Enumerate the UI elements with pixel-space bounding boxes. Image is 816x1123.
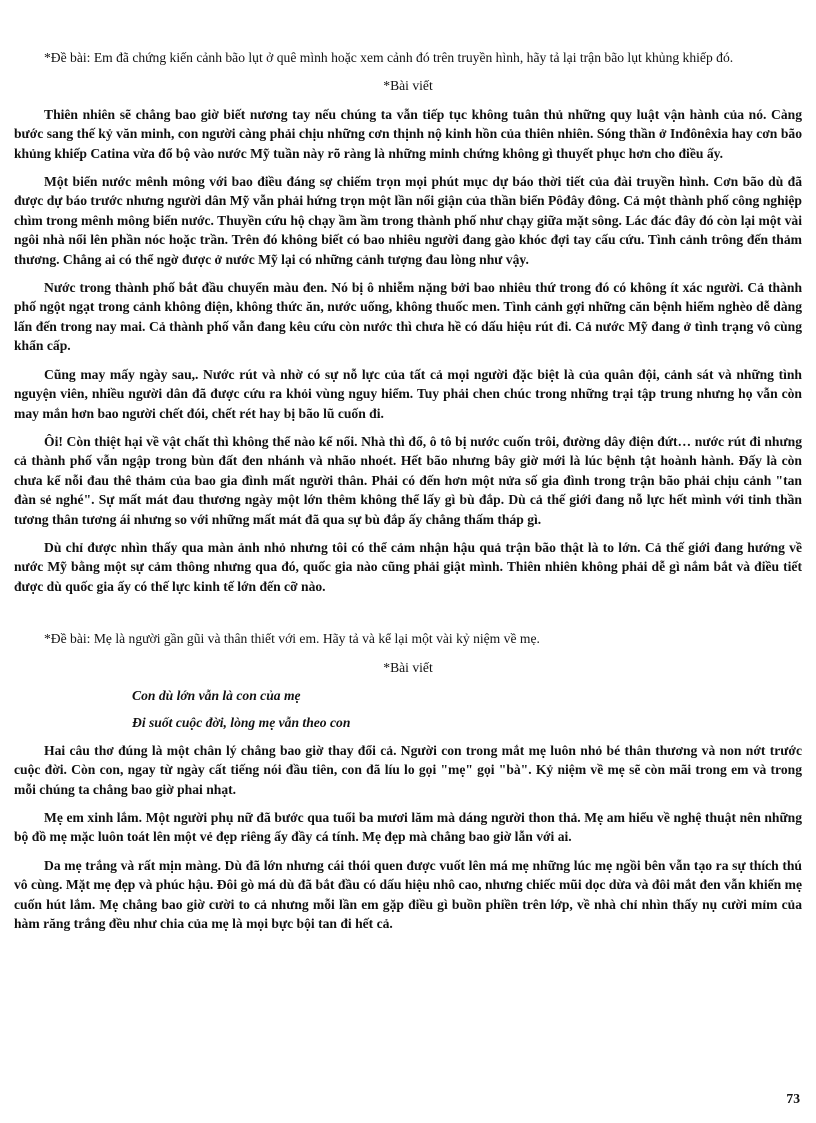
essay1-paragraph: Ôi! Còn thiệt hại về vật chất thì không thể nào kể nổi. Nhà thì đổ, ô tô bị nước cuốn trôi, đường dây điện đứt… nước rút đi nhưng cả thành phố vẫn ngập trong bùn đất đen nhánh và nhão nhoét. Hết bão nhưng bây giờ mới là lúc bệnh tật hoành hành. Đấy là còn chưa kể nỗi đau thê thảm của bao gia đình mất người thân. Phải có đến hơn một nửa số gia đình trong trận bão phải chịu cảnh "tan đàn sẻ nghé". Sự mất mát đau thương ngày một lớn thêm không thể lấy gì bù đắp. Dù cả thế giới đang nỗ lực hết mình với tinh thần tương thân tương ái nhưng so với những mất mát đã qua sự bù đắp ấy chẳng thấm tháp gì.: [14, 433, 802, 527]
poem-line: Con dù lớn vẫn là con của mẹ: [132, 687, 301, 703]
essay1-paragraph: Nước trong thành phố bắt đầu chuyển màu đen. Nó bị ô nhiễm nặng bởi bao nhiêu thứ trong đó có không ít xác người. Cả thành phố ngột ngạt trong cảnh không điện, không thức ăn, nước uống, không thuốc men. Tình cảnh gợi những căn bệnh hiểm nghèo dễ dàng lấn đến trong nay mai. Cả thành phố vẫn đang kêu cứu còn nước thì chưa hề có dấu hiệu rút đi. Cả nước Mỹ đang ở tình trạng vô cùng khẩn cấp.: [14, 280, 802, 354]
document-page: [14, 48, 802, 942]
essay-heading-1: *Bài viết: [383, 78, 433, 94]
essay2-paragraph: Hai câu thơ đúng là một chân lý chẳng bao giờ thay đổi cả. Người con trong mắt mẹ luôn nhỏ bé thân thương và non nớt trước cuộc đời. Còn con, ngay từ ngày cất tiếng nói đầu tiên, con đã líu lo gọi "mẹ" gọi "bà". Kỷ niệm về mẹ sẽ còn mãi trong em và trong mỗi chúng ta chẳng bao giờ phai nhạt.: [14, 742, 802, 797]
essay1-paragraph: Thiên nhiên sẽ chẳng bao giờ biết nương tay nếu chúng ta vẫn tiếp tục không tuân thủ những quy luật vận hành của nó. Càng bước sang thế kỷ văn minh, con người càng phải chịu những cơn thịnh nộ kinh hồn của thiên nhiên. Sóng thần ở Inđônêxia hay cơn bão khủng khiếp Catina vừa đổ bộ vào nước Mỹ tuần này rõ ràng là những minh chứng không gì thuyết phục hơn cho điều ấy.: [14, 106, 802, 161]
section-spacer: [14, 605, 802, 629]
essay-heading-2: *Bài viết: [383, 659, 433, 675]
essay2-paragraph: Mẹ em xinh lắm. Một người phụ nữ đã bước qua tuổi ba mươi lăm mà dáng người thon thả. Mẹ am hiểu về nghệ thuật nên những bộ đồ mẹ mặc luôn toát lên một vẻ đẹp riêng ấy đầy cá tính. Mẹ đẹp mà chẳng bao giờ lẫn với ai.: [14, 810, 802, 845]
essay-prompt-1: *Đề bài: Em đã chứng kiến cảnh bão lụt ở quê mình hoặc xem cảnh đó trên truyền hình, hãy tả lại trận bão lụt khủng khiếp đó.: [44, 50, 734, 65]
essay2-paragraph: Da mẹ trắng và rất mịn màng. Dù đã lớn nhưng cái thói quen được vuốt lên má mẹ những lúc mẹ ngồi bên vẫn tạo ra sự thích thú vô cùng. Mặt mẹ đẹp và phúc hậu. Đôi gò má dù đã bắt đầu có dấu hiệu nhô cao, nhưng chiếc mũi dọc dừa và đôi mắt đen vẫn khiến mẹ cuốn hút lắm. Mẹ chẳng bao giờ cười to cả nhưng mỗi lần em gặp điều gì buồn phiền trên lớp, về nhà chỉ nhìn thấy nụ cười mỉm của hàm răng trắng đều như chia của mẹ là mọi bực bội tan đi hết cả.: [14, 857, 802, 932]
poem-line: Đi suốt cuộc đời, lòng mẹ vẫn theo con: [132, 715, 351, 731]
essay1-paragraph: Cũng may mấy ngày sau,. Nước rút và nhờ có sự nỗ lực của tất cả mọi người đặc biệt là của quân đội, cảnh sát và những tình nguyện viên, nhiều người dân đã được cứu ra khỏi vùng nguy hiểm. Tuy phải chen chúc trong những trại tập trung nhưng họ vẫn còn may mắn hơn bao người chết đói, chết rét hay bị bão lũ cuốn đi.: [14, 366, 802, 421]
essay1-paragraph: Một biển nước mênh mông với bao điều đáng sợ chiếm trọn mọi phút mục dự báo thời tiết của đài truyền hình. Cơn bão dù đã được dự báo trước nhưng người dân Mỹ vẫn phải hứng trọn một lần nổi giận của thần biển Pôđây đông. Cả một thành phố công nghiệp chìm trong mênh mông biển nước. Thuyền cứu hộ chạy ầm ầm trong thành phố như chạy giữa mặt sông. Lác đác đây đó còn lại một vài ngôi nhà nổi lên phần nóc hoặc trần. Trên đó không biết có bao nhiêu người đang gào khóc đợi tay cấu cứu. Tình cảnh trông đến thảm thương. Chẳng ai có thể ngờ được ở nước Mỹ lại có những cảnh tượng đau lòng như vậy.: [14, 174, 802, 267]
essay1-paragraph: Dù chỉ được nhìn thấy qua màn ảnh nhỏ nhưng tôi có thể cảm nhận hậu quả trận bão thật là to lớn. Cả thế giới đang hướng về nước Mỹ bằng một sự cảm thông nhưng qua đó, quốc gia nào cũng phải giật mình. Thiên nhiên không phải dễ gì nắm bắt và điều tiết được dù quốc gia ấy có thế lực kinh tế lớn đến cỡ nào.: [14, 539, 802, 594]
essay-prompt-2: *Đề bài: Mẹ là người gần gũi và thân thiết với em. Hãy tả và kể lại một vài kỷ niệm về mẹ.: [44, 631, 540, 647]
page-number: 73: [786, 1091, 800, 1106]
